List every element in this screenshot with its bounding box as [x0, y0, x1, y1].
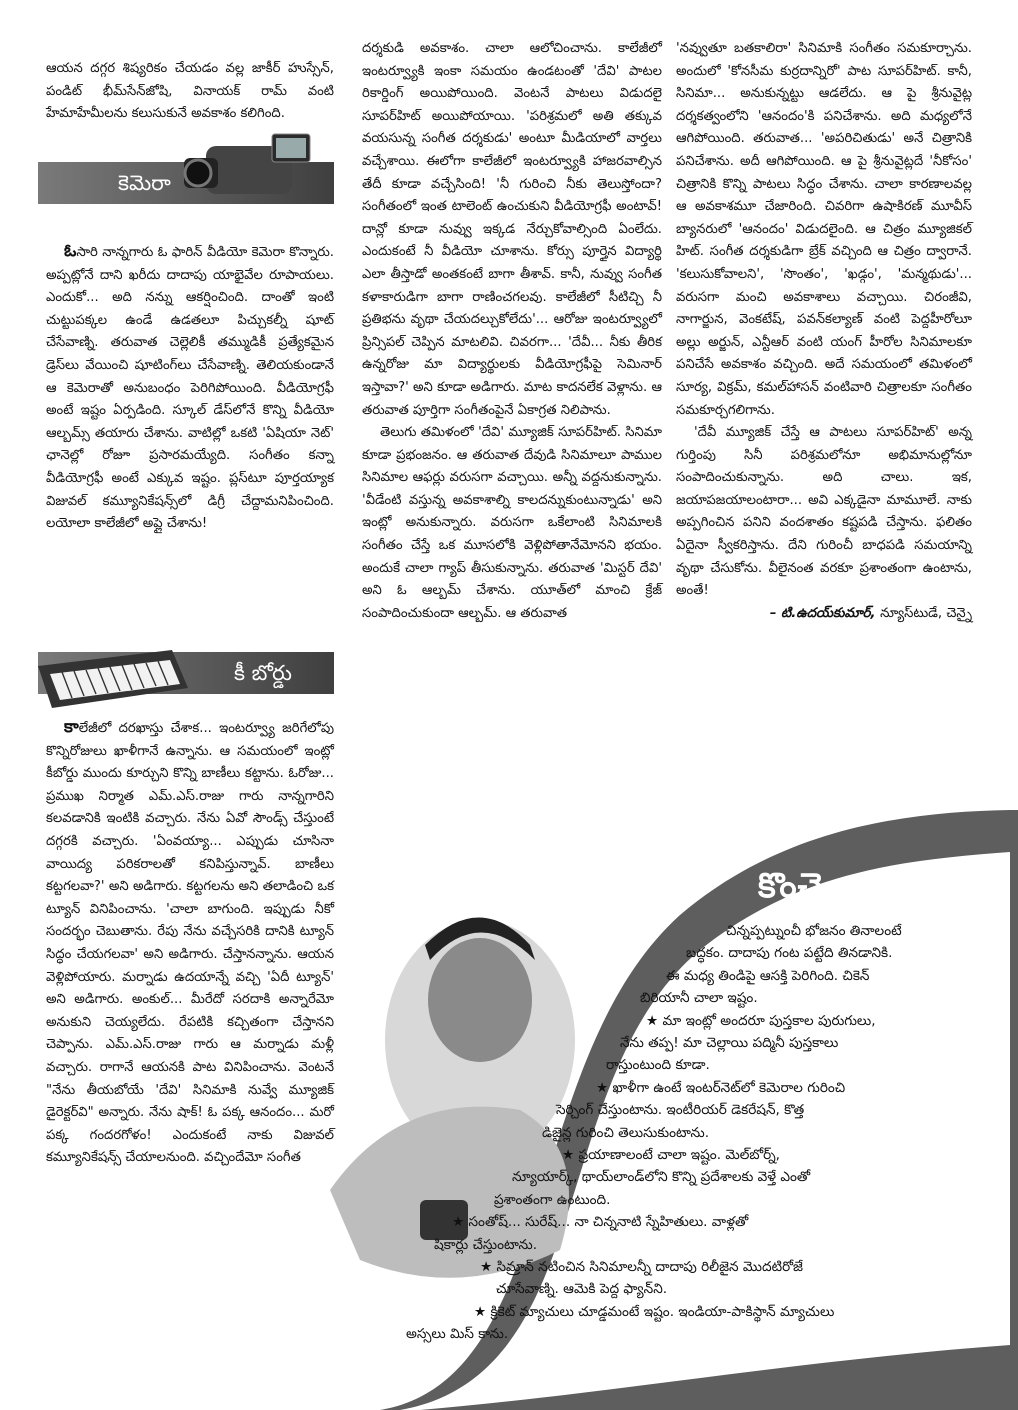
sidebar-line: ప్రశాంతంగా ఉంటుంది. — [494, 1191, 611, 1208]
byline-author: – టి.ఉదయ్‌కుమార్, — [769, 605, 876, 621]
sidebar-line: ★ ప్రయాణాలంటే చాలా ఇష్టం. మెల్‌బోర్న్, — [562, 1147, 780, 1163]
column-1 — [46, 58, 334, 126]
camera-dropcap: ఓ — [64, 241, 77, 261]
sidebar-line: షికార్లు చేస్తుంటాను. — [434, 1236, 538, 1253]
keyboard-banner-label: కీ బోర్డు — [234, 661, 292, 685]
sidebar-line: ★ సంతోష్... సురేష్... నా చిన్ననాటి స్నేహితులు. వాళ్లతో — [452, 1214, 749, 1231]
sidebar-line: ఈ మధ్య తిండిపై ఆసక్తి పెరిగింది. చికెన్ — [666, 967, 870, 984]
col2-paragraph-2: తెలుగు తమిళంలో 'దేవి' మ్యూజిక్ సూపర్‌హిట్. సినిమా కూడా ప్రభంజనం. ఆ తరువాత దేవుడి సినిమాలూ పాముల సినిమాల ఆఫర్లు వరుసగా వచ్చాయి. అన్నీ వద్దనుకున్నాను. 'వీడేంటి వస్తున్న అవకాశాల్ని కాలదన్నుకుంటున్నాడు' అని ఇంట్లో అనుకున్నారు. వరుసగా ఒకేలాంటి సినిమాలకి సంగీతం చేస్తే ఒక మూసలోకి వెళ్లిపోతానేమోనని భయం. అందుకే చాలా గ్యాప్ తీసుకున్నాను. తరువాత 'మిస్టర్ దేవి' అని ఓ ఆల్బమ్ చేశాను. యూత్‌లో మాంచి క్రేజ్ సంపాదించుకుందా ఆల్బమ్. ఆ తరువాత — [362, 425, 662, 621]
sidebar-line: డిజైన్ల గురించి తెలుసుకుంటాను. — [542, 1124, 710, 1141]
keyboard-paragraph: లేజీలో దరఖాస్తు చేశాక... ఇంటర్వ్యూ జరిగేలోపు కొన్నిరోజులు ఖాళీగానే ఉన్నాను. ఆ సమయంలో ఇంట్లో కీబోర్డు ముందు కూర్చుని కొన్ని బాణీలు కట్టాను. ఓరోజు... ప్రముఖ నిర్మాత ఎమ్.ఎస్.రాజు గారు నాన్నగారిని కలవడానికి ఇంటికి వచ్చారు. నేను ఏవో సౌండ్స్ చేస్తుంటే దగ్గరకి వచ్చారు. 'ఏంవయ్యా... ఎప్పుడు చూసినా వాయిద్య పరికరాలతో కనిపిస్తున్నావ్. బాణీలు కట్టగలవా?' అని అడిగారు. కట్టగలను అని తలాడించి ఒక ట్యూన్ వినిపించాను. 'చాలా బాగుంది. ఇప్పుడు నీకో సందర్భం చెబుతాను. రేపు నేను వచ్చేసరికి దానికి ట్యూన్ సిద్ధం చేయగలవా' అని అడిగారు. చేస్తానన్నాను. ఆయన వెళ్లిపోయారు. మర్నాడు ఉదయాన్నే వచ్చి 'ఏదీ ట్యూన్' అని అడిగారు. అంకుల్... మీరేదో సరదాకి అన్నారేమో అనుకుని చెయ్యలేదు. రేపటికి కచ్చితంగా చేస్తానని చెప్పాను. ఎమ్.ఎస్.రాజు గారు ఆ మర్నాడు మళ్లీ వచ్చారు. రాగానే ఆయనకి పాట వినిపించాను. వెంటనే "నేను తీయబోయే 'దేవి' సినిమాకి నువ్వే మ్యూజిక్ డైరెక్టర్‌వి" అన్నారు. నేను షాక్! ఓ పక్క ఆనందం... మరో పక్క గందరగోళం! ఎందుకంటే నాకు విజువల్ కమ్యూనికేషన్స్ చేయాలనుంది. వచ్చిందేమో సంగీత — [46, 721, 334, 1166]
sidebar-line: బద్ధకం. దాదాపు గంట పట్టేది తినడానికి. — [686, 945, 893, 962]
camera-section — [46, 240, 334, 536]
sidebar-line: నేను తప్ప! మా చెల్లాయి పద్మినీ పుస్తకాలు — [620, 1035, 839, 1051]
sidebar-line: రాస్తుంటుంది కూడా. — [606, 1057, 710, 1074]
sidebar-line: న్యూయార్క్, థాయ్‌లాండ్‌లోని కొన్ని ప్రదేశాలకు వెళ్తే ఎంతో — [512, 1169, 811, 1186]
byline — [676, 603, 972, 626]
byline-place: న్యూస్‌టుడే, చెన్నై — [880, 605, 972, 621]
keyboard-section — [46, 716, 334, 1170]
column-3 — [676, 38, 972, 625]
sidebar-line: ★ క్రికెట్ మ్యాచులు చూడ్డమంటే ఇష్టం. ఇండియా-పాకిస్థాన్ మ్యాచులు — [474, 1303, 835, 1320]
camera-paragraph: సారి నాన్నగారు ఓ ఫారిన్ వీడియో కెమెరా కొన్నారు. అప్పట్లోనే దాని ఖరీదు దాదాపు యాభైవేల రూపాయలు. ఎందుకో... అది నన్ను ఆకర్షించింది. దాంతో ఇంటి చుట్టుపక్కల ఉండే ఉడతలూ పిచ్చుకల్నీ షూట్ చేసేవాణ్ని. తరువాత చెల్లెలికీ తమ్ముడికీ ప్రత్యేకమైన డ్రెస్‌లు వేయించి షూటింగ్‌లు చేసేవాణ్ని. తెలియకుండానే ఆ కెమెరాతో అనుబంధం పెరిగిపోయింది. వీడియోగ్రఫీ అంటే ఇష్టం ఏర్పడింది. స్కూల్ డేస్‌లోనే కొన్ని వీడియో ఆల్బమ్స్ తయారు చేశాను. వాటిల్లో ఒకటి 'ఏషియా నెట్' ఛానెల్లో రోజూ ప్రసారమయ్యేది. సంగీతం కన్నా వీడియోగ్రఫీ అంటే ఎక్కువ ఇష్టం. ప్లస్‌టూ పూర్తయ్యాక విజువల్ కమ్యూనికేషన్స్‌లో డిగ్రీ చేద్దామనిపించింది. లయోలా కాలేజీలో అప్లై చేశాను! — [46, 245, 334, 532]
sidebar-line: అస్సలు మిస్ కాను. — [406, 1326, 509, 1343]
col3-paragraph-1: 'నవ్వుతూ బతకాలిరా' సినిమాకి సంగీతం సమకూర్చాను. అందులో 'కోనసీమ కుర్రదాన్నిరో' పాట సూపర్‌హిట్. కానీ, సినిమా... అనుకున్నట్టు ఆడలేదు. ఆ పై శ్రీనువైట్ల దర్శకత్వంలోని 'ఆనందం'కి పనిచేశాను. అది మధ్యలోనే ఆగిపోయింది. తరువాత... 'అపరిచితుడు' అనే చిత్రానికి పనిచేశాను. అదీ ఆగిపోయింది. ఆ పై శ్రీనువైట్లదే 'నీకోసం' చిత్రానికి కొన్ని పాటలు సిద్ధం చేశాను. చాలా కారణాలవల్ల ఆ అవకాశమూ చేజారింది. చివరిగా ఉషాకిరణ్ మూవీస్ బ్యానరులో 'ఆనందం' విడుదలైంది. ఆ చిత్రం మ్యూజికల్ హిట్. సంగీత దర్శకుడిగా బ్రేక్ వచ్చింది ఆ చిత్రం ద్వారానే. 'కలుసుకోవాలని', 'సొంతం', 'ఖడ్గం', 'మన్మథుడు'... వరుసగా మంచి అవకాశాలు వచ్చాయి. చిరంజీవి, నాగార్జున, వెంకటేష్, పవన్‌కల్యాణ్ వంటి పెద్దహీరోలూ అల్లు అర్జున్, ఎన్టీఆర్ వంటి యంగ్ హీరోల సినిమాలకూ పనిచేసే అవకాశం వచ్చింది. అదే సమయంలో తమిళంలో సూర్య, విక్రమ్, కమల్‌హాసన్ వంటివారి చిత్రాలకూ సంగీతం సమకూర్చగలిగాను. — [676, 41, 972, 418]
keyboard-icon — [32, 636, 192, 716]
camera-banner-label: కెమెరా — [118, 171, 171, 195]
column-2 — [362, 38, 662, 625]
sidebar-line: ★ మా ఇంట్లో అందరూ పుస్తకాల పురుగులు, — [646, 1012, 876, 1029]
sidebar-title: కొంచెం బద్ధకం — [758, 866, 943, 906]
sidebar-line: ★ ఖాళీగా ఉంటే ఇంటర్‌నెట్‌లో కెమెరాల గురించి — [596, 1079, 846, 1096]
col3-paragraph-2: 'దేవీ మ్యూజిక్ చేస్తే ఆ పాటలు సూపర్‌హిట్' అన్న గుర్తింపు సినీ పరిశ్రమలోనూ అభిమానుల్లోనూ సంపాదించుకున్నాను. అది చాలు. ఇక, జయాపజయాలంటారా... అవి ఎక్కడైనా మామూలే. నాకు అప్పగించిన పనిని వందశాతం కష్టపడి చేస్తాను. ఫలితం ఏదైనా స్వీకరిస్తాను. దేని గురించీ బాధపడి సమయాన్ని వృథా చేసుకోను. వీలైనంత వరకూ ప్రశాంతంగా ఉంటాను, అంతే! — [676, 425, 972, 599]
sidebar-line: చూసేవాణ్ని. ఆమెకి పెద్ద ఫ్యాన్‌ని. — [496, 1281, 668, 1298]
intro-paragraph: ఆయన దగ్గర శిష్యరికం చేయడం వల్ల జాకీర్ హుస్సేన్, పండిట్ భీమ్‌సేన్‌జోషి, వినాయక్ రామ్ వంటి హేమాహేమీలను కలుసుకునే అవకాశం కలిగింది. — [46, 61, 334, 122]
sidebar-line: సెర్చింగ్ చేస్తుంటాను. ఇంటీరియర్ డెకరేషన్, కొత్త — [556, 1102, 805, 1119]
col2-paragraph-1: దర్శకుడి అవకాశం. చాలా ఆలోచించాను. కాలేజీలో ఇంటర్వ్యూకి ఇంకా సమయం ఉండటంతో 'దేవి' పాటల రికార్డింగ్ అయిపోయింది. వెంటనే పాటలు విడుదలై సూపర్‌హిట్ అయిపోయాయి. 'పరిశ్రమలో అతి తక్కువ వయసున్న సంగీత దర్శకుడు' అంటూ మీడియాలో వార్తలు వచ్చేశాయి. ఈలోగా కాలేజీలో ఇంటర్వ్యూకి హాజరవాల్సిన తేదీ కూడా వచ్చేసింది! 'నీ గురించి నీకు తెలుస్తోందా? సంగీతంలో ఇంత టాలెంట్ ఉంచుకుని వీడియోగ్రఫీ అంటావ్! దాన్లో కూడా నువ్వు ఇక్కడ నేర్చుకోవాల్సింది ఏంలేదు. ఎందుకంటే నీ వీడియో చూశాను. కోర్సు పూర్తైన విద్యార్థి ఎలా తీస్తాడో అంతకంటే బాగా తీశావ్. కానీ, నువ్వు సంగీత కళాకారుడిగా బాగా రాణించగలవు. కాలేజీలో సీటిచ్చి నీ ప్రతిభను వృథా చేయదల్చుకోలేదు'... ఆరోజు ఇంటర్వ్యూలో ప్రిన్సిపల్ చెప్పిన మాటలివి. చివరగా... 'దేవీ... నీకు తీరిక ఉన్నరోజు మా విద్యార్థులకు వీడియోగ్రఫీపై సెమినార్ ఇస్తావా?' అని కూడా అడిగారు. మాట కాదనలేక వెళ్లాను. ఆ తరువాత పూర్తిగా సంగీతంపైనే ఏకాగ్రత నిలిపాను. — [362, 41, 662, 418]
keyboard-dropcap: కా — [64, 717, 79, 737]
sidebar-line: ★ సిమ్రాన్ నటించిన సినిమాలన్నీ దాదాపు రిలీజైన మొదటిరోజే — [480, 1259, 803, 1275]
camera-icon — [176, 128, 316, 220]
sidebar-line: బిరియానీ చాలా ఇష్టం. — [640, 990, 758, 1007]
sidebar-line: చిన్నప్పట్నుంచీ భోజనం తినాలంటే — [726, 923, 902, 939]
